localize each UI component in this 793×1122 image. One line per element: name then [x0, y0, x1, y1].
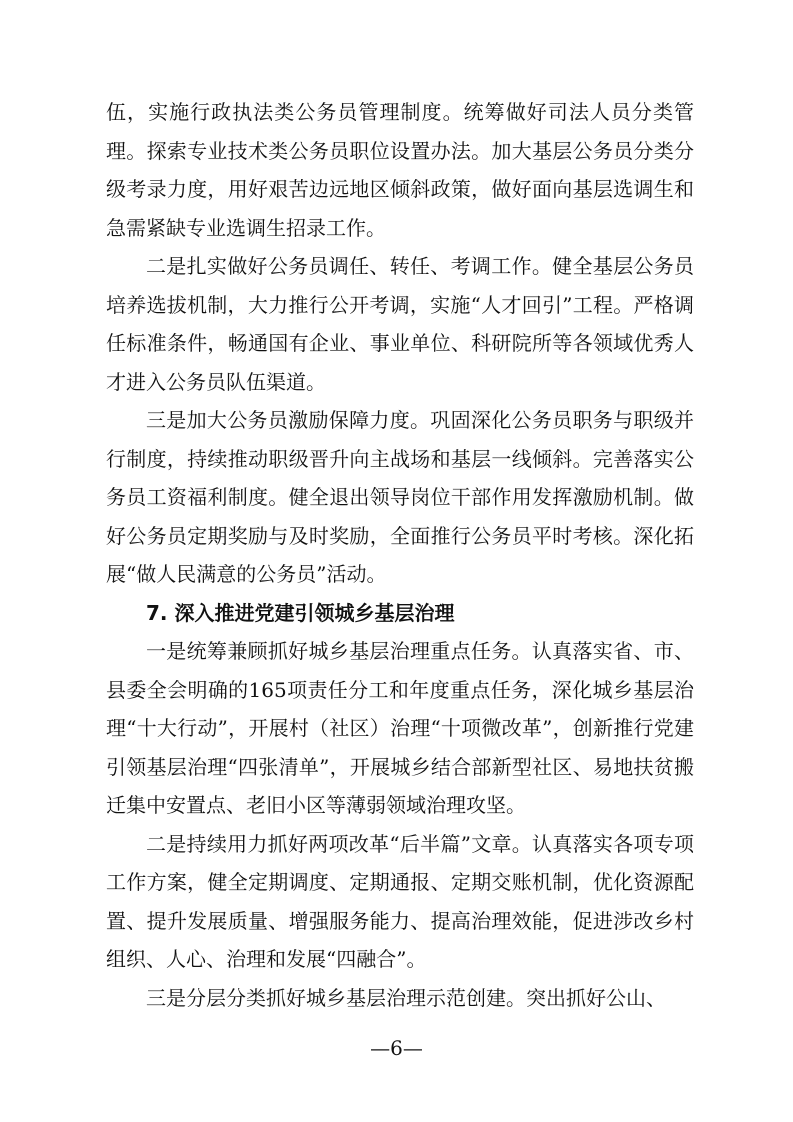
paragraph-incentive: 三是加大公务员激励保障力度。巩固深化公务员职务与职级并行制度，持续推动职级晋升向主战场和基层一线倾斜。完善落实公务员工资福利制度。健全退出领导岗位干部作用发挥激励机制。做好公务员定期奖励与及时奖励，全面推行公务员平时考核。深化拓展“做人民满意的公务员”活动。: [106, 408, 694, 586]
document-body: [106, 93, 694, 1017]
paragraph-two-reforms: 二是持续用力抓好两项改革“后半篇”文章。认真落实各项专项工作方案，健全定期调度、定期通报、定期交账机制，优化资源配置、提升发展质量、增强服务能力、提高治理效能，促进涉改乡村组织、人心、治理和发展“四融合”。: [106, 831, 694, 971]
paragraph-governance-tasks: 一是统筹兼顾抓好城乡基层治理重点任务。认真落实省、市、县委全会明确的165项责任分工和年度重点任务，深化城乡基层治理“十大行动”，开展村（社区）治理“十项微改革”，创新推行党建引领基层治理“四张清单”，开展城乡结合部新型社区、易地扶贫搬迁集中安置点、老旧小区等薄弱领域治理攻坚。: [106, 639, 694, 817]
paragraph-demonstration: 三是分层分类抓好城乡基层治理示范创建。突出抓好公山、: [146, 985, 666, 1010]
paragraph-continued: 伍，实施行政执法类公务员管理制度。统筹做好司法人员分类管理。探索专业技术类公务员职位设置办法。加大基层公务员分类分级考录力度，用好艰苦边远地区倾斜政策，做好面向基层选调生和急需紧缺专业选调生招录工作。: [106, 100, 694, 240]
page-number: —6—: [370, 1036, 423, 1060]
paragraph-transfer: 二是扎实做好公务员调任、转任、考调工作。健全基层公务员培养选拔机制，大力推行公开考调，实施“人才回引”工程。严格调任标准条件，畅通国有企业、事业单位、科研院所等各领域优秀人才进入公务员队伍渠道。: [106, 254, 694, 394]
section-heading: 7. 深入推进党建引领城乡基层治理: [146, 600, 455, 625]
